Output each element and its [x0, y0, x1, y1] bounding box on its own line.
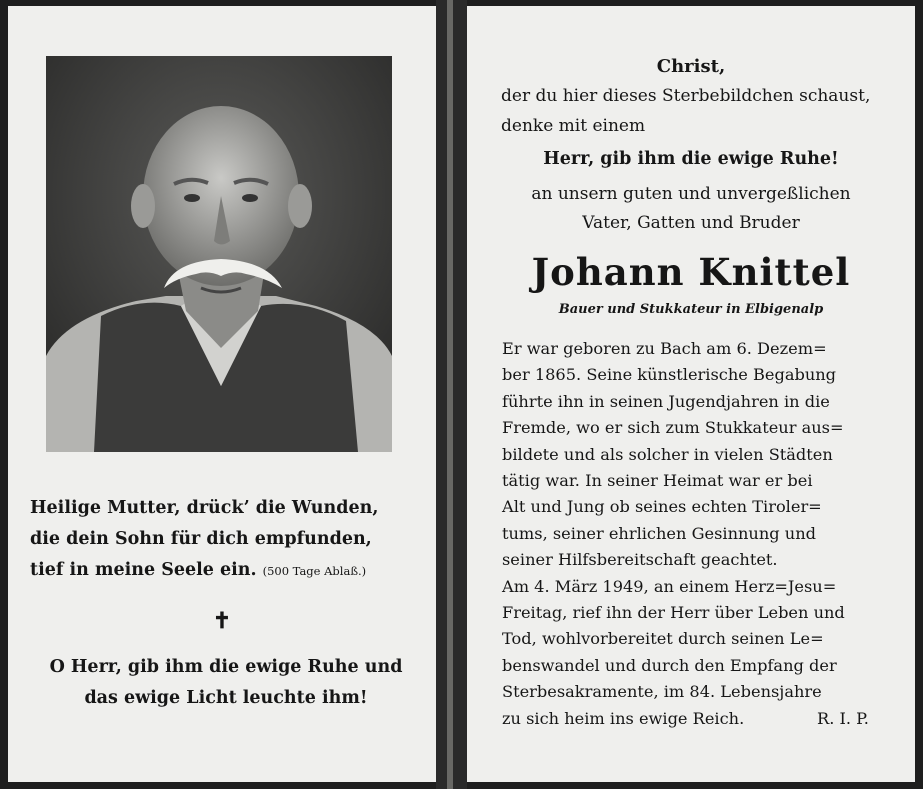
- intro-line-1: der du hier dieses Sterbebildchen schaust,: [501, 86, 871, 106]
- closing-prayer: [30, 652, 422, 714]
- portrait-photo: [46, 56, 392, 452]
- bio-line: tums, seiner ehrlichen Gesinnung und: [502, 523, 816, 543]
- closing-line-1: O Herr, gib ihm die ewige Ruhe und: [49, 657, 403, 677]
- bio-line: Sterbesakramente, im 84. Lebensjahre: [502, 682, 822, 702]
- bio-line: führte ihn in seinen Jugendjahren in die: [502, 391, 830, 411]
- bio-line: ber 1865. Seine künstlerische Begabung: [502, 365, 837, 385]
- bio-line: Tod, wohlvorbereitet durch seinen Le=: [502, 629, 824, 649]
- bio-line: tätig war. In seiner Heimat war er bei: [502, 471, 813, 490]
- prayer-line-2: die dein Sohn für dich empfunden,: [30, 529, 372, 549]
- cross-symbol: ✝: [212, 608, 232, 634]
- bio-line: Am 4. März 1949, an einem Herz=Jesu=: [502, 576, 837, 596]
- prayer-line-3: tief in meine Seele ein. (500 Tage Ablaß.): [30, 560, 367, 580]
- closing-line-2: das ewige Licht leuchte ihm!: [84, 688, 368, 708]
- bio-line: Alt und Jung ob seines echten Tiroler=: [502, 497, 822, 517]
- relation-line-1: an unsern guten und unvergeßlichen: [531, 184, 851, 204]
- bio-line: Er war geboren zu Bach am 6. Dezem=: [502, 339, 827, 358]
- greeting: Christ,: [656, 56, 726, 77]
- relation-line-2: Vater, Gatten und Bruder: [582, 213, 800, 233]
- marian-prayer: [30, 493, 422, 587]
- card-fold: [436, 0, 467, 789]
- intro-line-2: denke mit einem: [501, 116, 646, 136]
- prayer-line-1: Heilige Mutter, drück’ die Wunden,: [30, 498, 379, 518]
- rip-text: R. I. P.: [817, 708, 869, 728]
- short-prayer: Herr, gib ihm die ewige Ruhe!: [543, 149, 839, 169]
- bio-line: benswandel und durch den Empfang der: [502, 655, 837, 675]
- right-card-panel: [467, 6, 915, 782]
- bio-line: seiner Hilfsbereitschaft geachtet.: [502, 550, 778, 570]
- deceased-name: Johann Knittel: [531, 250, 851, 294]
- bio-line: zu sich heim ins ewige Reich.: [502, 708, 745, 728]
- bio-line: Fremde, wo er sich zum Stukkateur aus=: [502, 418, 844, 438]
- left-card-panel: [8, 6, 436, 782]
- bio-line: Freitag, rief ihn der Herr über Leben und: [502, 603, 845, 622]
- bio-line: bildete und als solcher in vielen Städten: [502, 444, 833, 464]
- indulgence-note: (500 Tage Ablaß.): [262, 564, 367, 578]
- occupation: Bauer und Stukkateur in Elbigenalp: [558, 302, 824, 317]
